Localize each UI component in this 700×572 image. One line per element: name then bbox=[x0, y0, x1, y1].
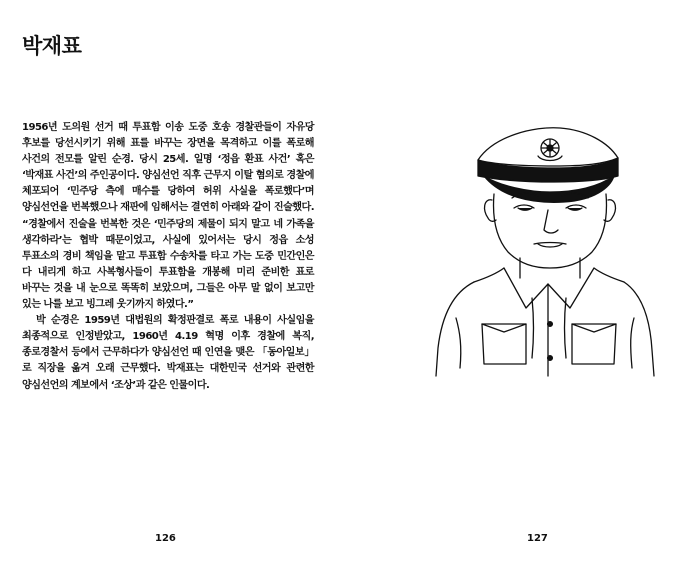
page-number-left: 126 bbox=[155, 533, 176, 544]
page-number-right: 127 bbox=[527, 533, 548, 544]
paragraph-1: 1956년 도의원 선거 때 투표함 이송 도중 호송 경찰관들이 자유당 후보를 당선시키기 위해 표를 바꾸는 장면을 목격하고 이를 폭로해 사건의 전모를 알린 순경. 당시 25세. 일명 ‘정읍 환표 사건’ 혹은 ‘박재표 사건’의 주인공이다. 양심선언 직후 근무지 이탈 혐의로 경찰에 체포되어 ‘민주당 측에 매수를 당하여 허위 사실을 폭로했다’며 양심선언을 번복했으나 재판에 임해서는 결연히 아래와 같이 진술했다. “경찰에서 진술을 번복한 것은 ‘민주당의 제물이 되지 말고 네 가족을 생각하라’는 협박 때문이었고, 사실에 있어서는 당시 정읍 소성 투표소의 경비 책임을 맡고 투표함 수송차를 타고 가는 도중 민간인은 다 내리게 하고 사복형사들이 투표함을 개봉해 미리 준비한 표로 바꾸는 것을 내 눈으로 똑똑히 보았으며, 그들은 아무 말 없이 보고만 있는 나를 보고 빙그레 웃기까지 하였다.” bbox=[22, 122, 314, 311]
paragraph-2: 박 순경은 1959년 대법원의 확정판결로 폭로 내용이 사실임을 최종적으로 인정받았고, 1960년 4.19 혁명 이후 경찰에 복직, 종로경찰서 등에서 근무하다가 양심선언 때 인연을 맺은 「동아일보」로 직장을 옮겨 오래 근무했다. 박재표는 대한민국 선거와 관련한 양심선언의 계보에서 ‘조상’과 같은 인물이다. bbox=[22, 315, 314, 391]
right-page bbox=[350, 0, 700, 572]
body-text bbox=[22, 120, 314, 394]
page-title: 박재표 bbox=[22, 34, 82, 58]
portrait-illustration bbox=[434, 118, 658, 378]
